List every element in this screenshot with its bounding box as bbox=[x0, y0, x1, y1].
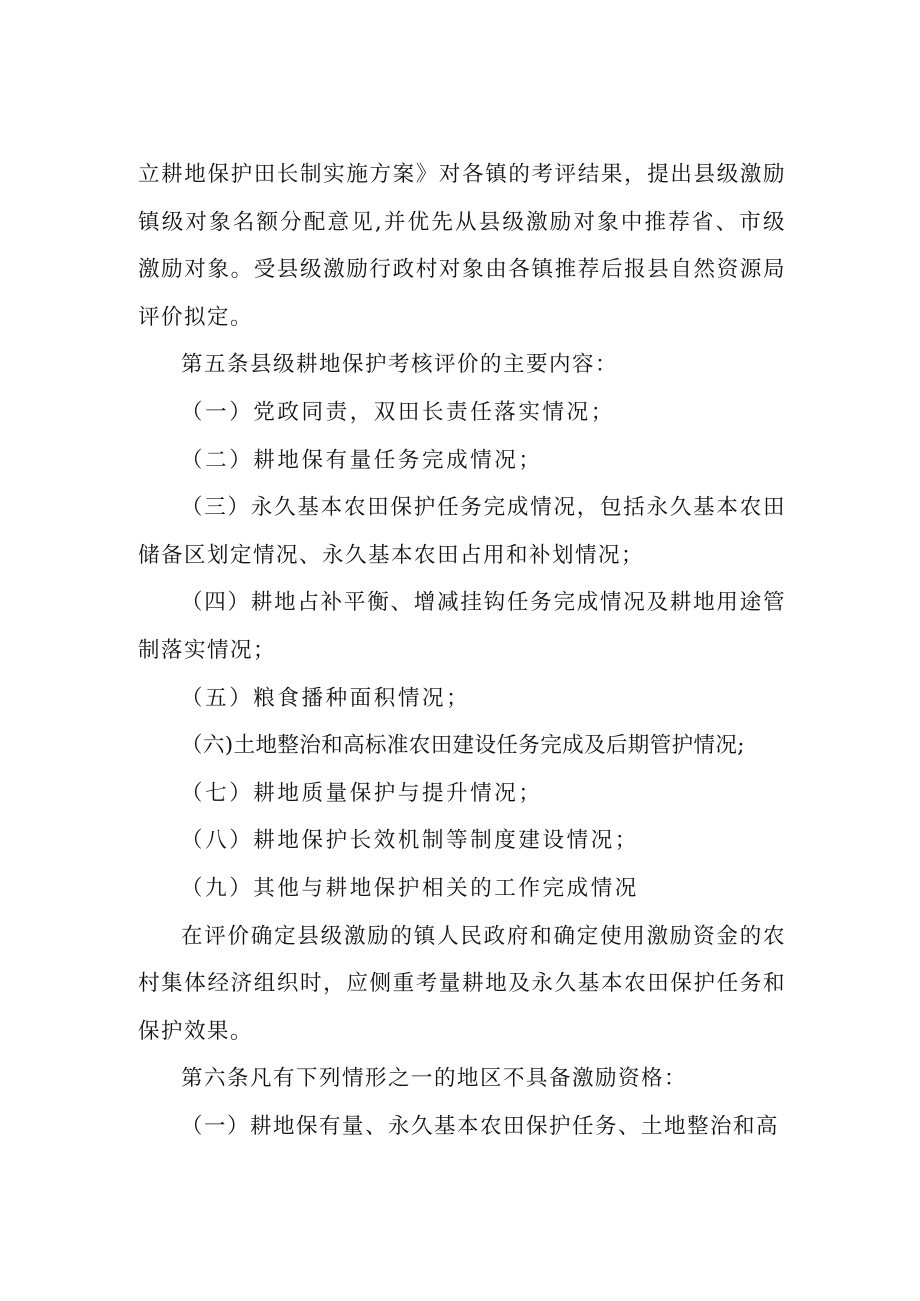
list-item-3: （三）永久基本农田保护任务完成情况，包括永久基本农田储备区划定情况、永久基本农田占用和补划情况； bbox=[138, 495, 786, 568]
list-item-9: （九）其他与耕地保护相关的工作完成情况 bbox=[181, 875, 639, 901]
article-5-heading: 第五条县级耕地保护考核评价的主要内容： bbox=[181, 352, 619, 378]
list-item-4: （四）耕地占补平衡、增减挂钩任务完成情况及耕地用途管制落实情况； bbox=[138, 590, 786, 663]
article-6-heading: 第六条凡有下列情形之一的地区不具备激励资格： bbox=[181, 1066, 688, 1092]
list-item-5: （五）粮食播种面积情况； bbox=[181, 685, 471, 711]
document-body bbox=[138, 151, 786, 1150]
article-6-item-1: （一）耕地保有量、永久基本农田保护任务、土地整治和高 bbox=[181, 1113, 780, 1139]
paragraph-incentive-allocation: 立耕地保护田长制实施方案》对各镇的考评结果，提出县级激励镇级对象名额分配意见,并优先从县级激励对象中推荐省、市级激励对象。受县级激励行政村对象由各镇推荐后报县自然资源局评价拟定。 bbox=[138, 162, 786, 330]
list-item-2: （二）耕地保有量任务完成情况； bbox=[181, 447, 543, 473]
list-item-8: （八）耕地保护长效机制等制度建设情况； bbox=[181, 828, 639, 854]
paragraph-evaluation-focus: 在评价确定县级激励的镇人民政府和确定使用激励资金的农村集体经济组织时，应侧重考量耕地及永久基本农田保护任务和保护效果。 bbox=[138, 923, 786, 1044]
list-item-6: （六)土地整治和高标准农田建设任务完成及后期管护情况; bbox=[181, 733, 745, 759]
list-item-7: （七）耕地质量保护与提升情况； bbox=[181, 780, 543, 806]
list-item-1: （一）党政同责，双田长责任落实情况； bbox=[181, 399, 615, 425]
